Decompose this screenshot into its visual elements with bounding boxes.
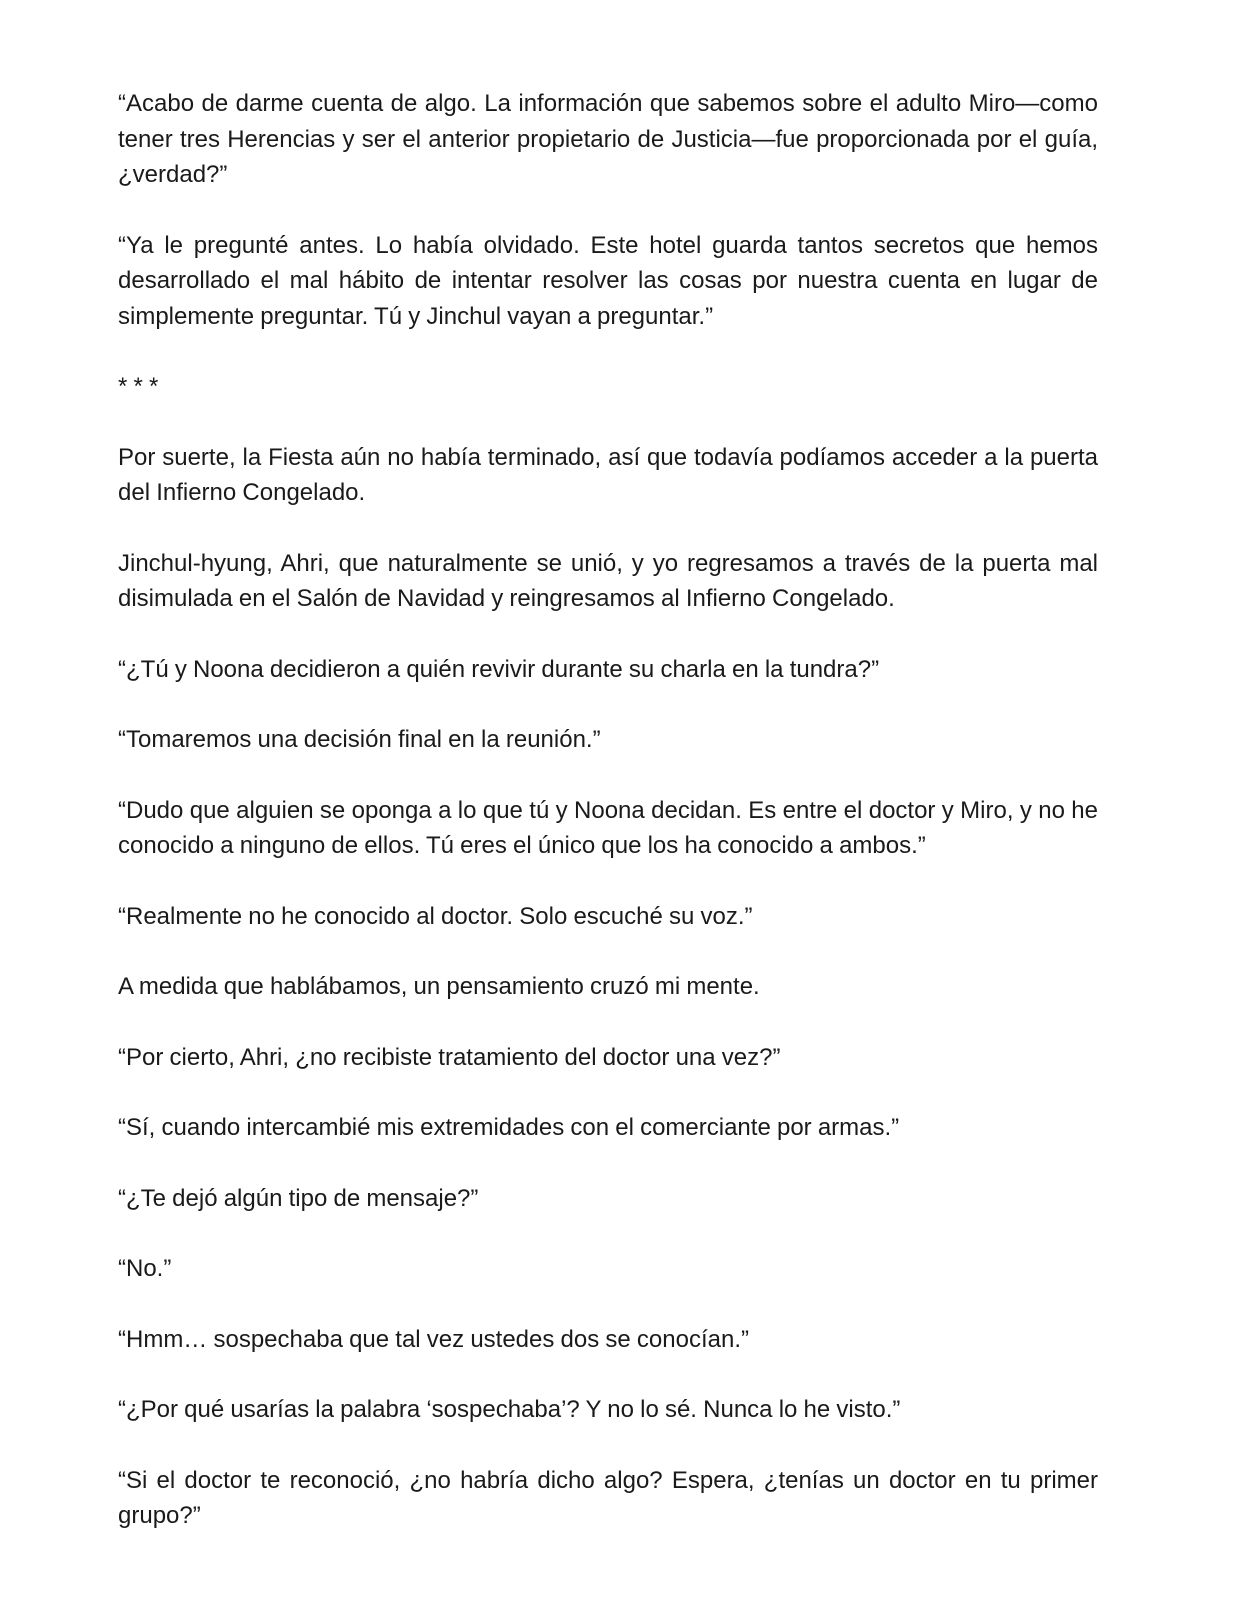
paragraph: “Realmente no he conocido al doctor. Solo escuché su voz.” — [118, 902, 753, 930]
paragraph: “Tomaremos una decisión final en la reunión.” — [118, 726, 601, 753]
paragraph: “No.” — [118, 1255, 172, 1282]
scene-break: * * * — [118, 373, 159, 400]
paragraph: A medida que hablábamos, un pensamiento cruzó mi mente. — [118, 973, 760, 1000]
paragraph: Jinchul-hyung, Ahri, que naturalmente se unió, y yo regresamos a través de la puerta mal disimulada en el Salón de Navidad y reingresamos al Infierno Congelado. — [118, 549, 1098, 612]
paragraph: “Si el doctor te reconoció, ¿no habría dicho algo? Espera, ¿tenías un doctor en tu primer grupo?” — [118, 1466, 1098, 1529]
paragraph: Por suerte, la Fiesta aún no había terminado, así que todavía podíamos acceder a la puerta del Infierno Congelado. — [118, 443, 1098, 506]
paragraph: “¿Por qué usarías la palabra ‘sospechaba’? Y no lo sé. Nunca lo he visto.” — [118, 1396, 901, 1423]
paragraph: “¿Te dejó algún tipo de mensaje?” — [118, 1184, 479, 1212]
document-body — [118, 86, 1098, 1534]
paragraph: “Sí, cuando intercambié mis extremidades con el comerciante por armas.” — [118, 1114, 900, 1141]
paragraph: “Por cierto, Ahri, ¿no recibiste tratamiento del doctor una vez?” — [118, 1043, 781, 1071]
paragraph: “Hmm… sospechaba que tal vez ustedes dos se conocían.” — [118, 1325, 749, 1353]
paragraph: “Dudo que alguien se oponga a lo que tú y Noona decidan. Es entre el doctor y Miro, y no he conocido a ninguno de ellos. Tú eres el único que los ha conocido a ambos.” — [118, 796, 1098, 859]
paragraph: “Acabo de darme cuenta de algo. La información que sabemos sobre el adulto Miro—como tener tres Herencias y ser el anterior propietario de Justicia—fue proporcionada por el guía, ¿verdad?” — [118, 90, 1098, 188]
paragraph: “Ya le pregunté antes. Lo había olvidado. Este hotel guarda tantos secretos que hemos desarrollado el mal hábito de intentar resolver las cosas por nuestra cuenta en lugar de simplemente preguntar. Tú y Jinchul vayan a preguntar.” — [118, 231, 1098, 330]
paragraph: “¿Tú y Noona decidieron a quién revivir durante su charla en la tundra?” — [118, 655, 880, 683]
